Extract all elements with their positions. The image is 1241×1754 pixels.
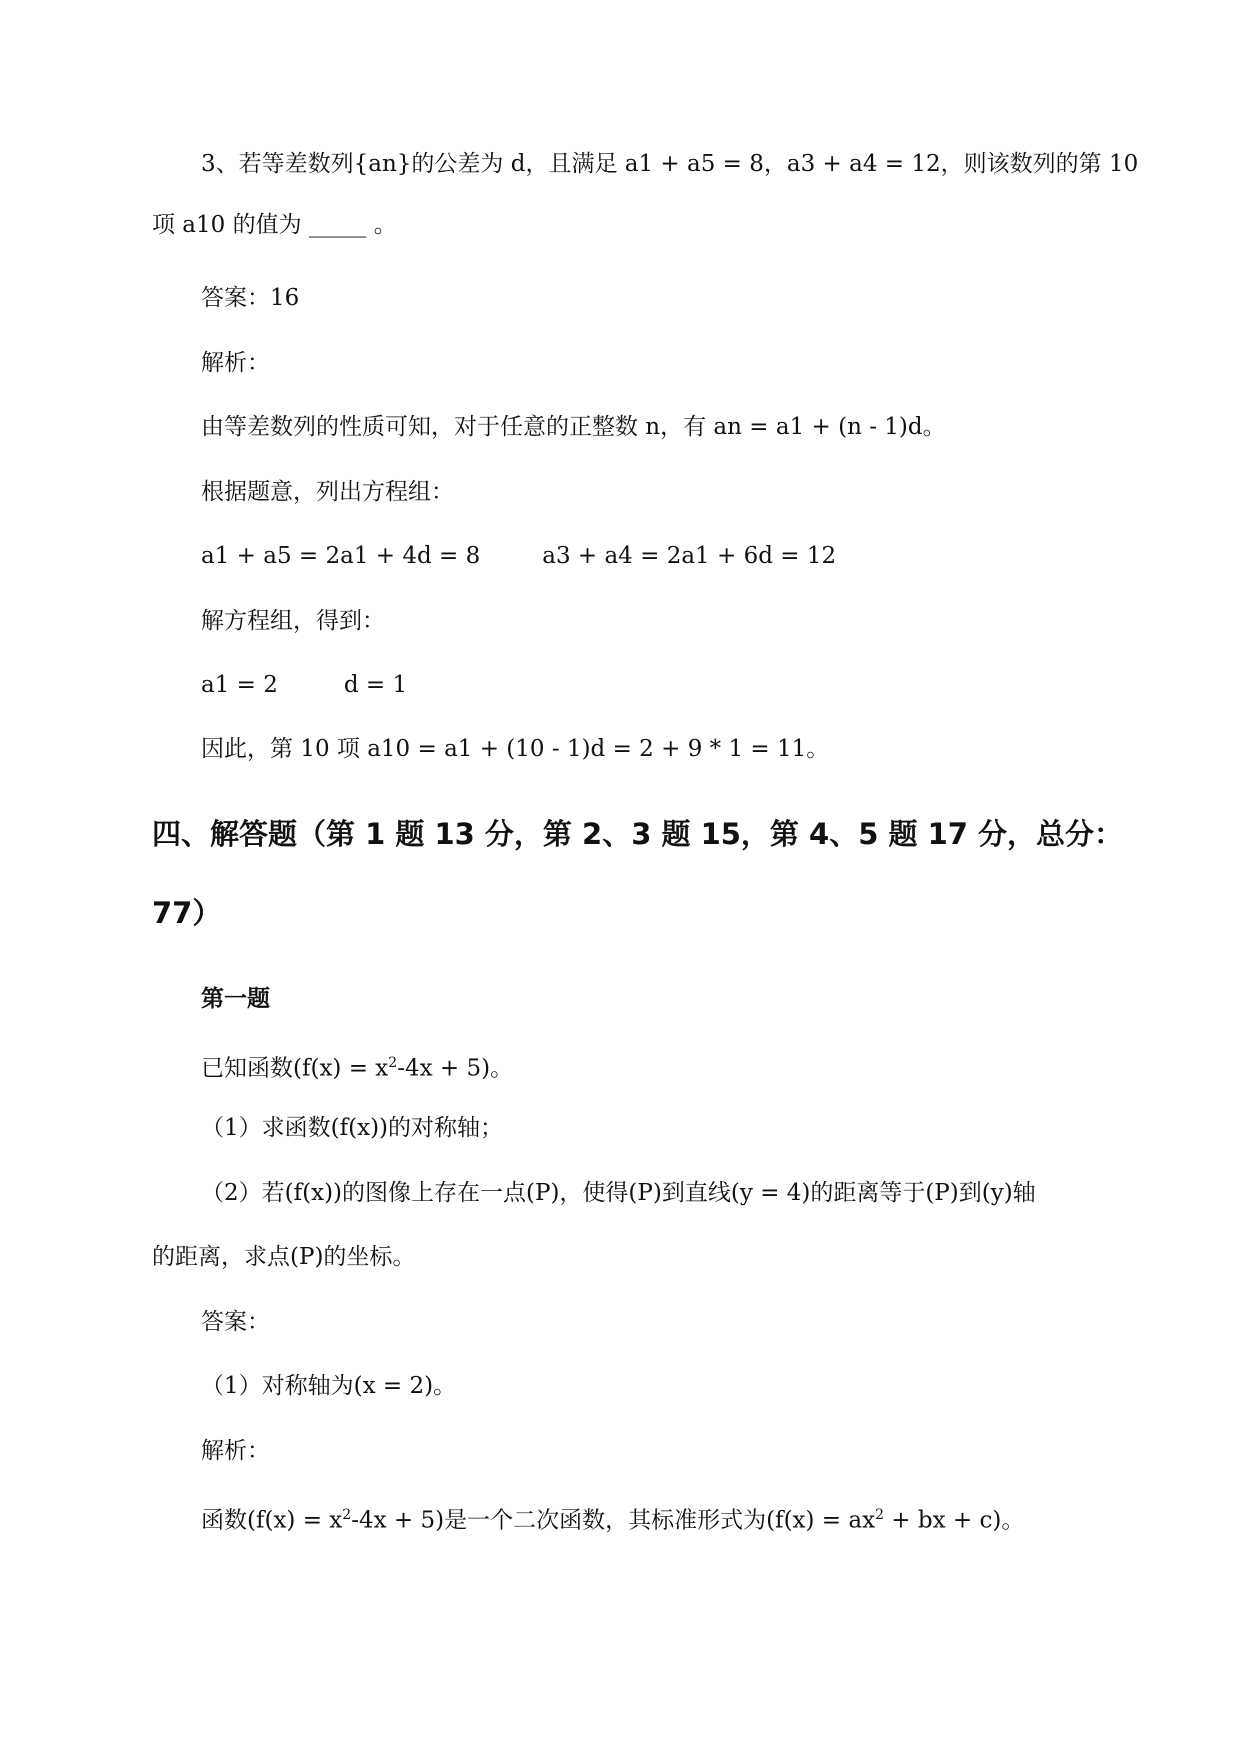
q3-analysis-label: 解析： <box>201 350 270 376</box>
problem1-analysis-text <box>201 1497 1024 1539</box>
problem1-analysis-exponent-2: 2 <box>875 1507 884 1523</box>
q3-answer: 答案：16 <box>201 285 300 311</box>
section4-title-line1: 四、解答题（第 1 题 13 分，第 2、3 题 15，第 4、5 题 17 分，总分： <box>152 817 1124 851</box>
q3-analysis-step1: 由等差数列的性质可知，对于任意的正整数 n，有 an = a1 + (n - 1)d。 <box>201 414 946 440</box>
q3-equations <box>201 538 836 574</box>
section4-title-line2: 77） <box>152 896 222 930</box>
q3-solution-d: d = 1 <box>343 672 408 698</box>
q3-stem-line1: 3、若等差数列{an}的公差为 d，且满足 a1 + a5 = 8，a3 + a4 = 12，则该数列的第 10 <box>201 151 1139 177</box>
q3-solution-a1: a1 = 2 <box>201 672 278 698</box>
q3-stem-line2: 项 a10 的值为 _____ 。 <box>152 212 397 238</box>
q3-analysis-step2: 根据题意，列出方程组： <box>201 479 454 505</box>
problem1-stem-text-b: -4x + 5)。 <box>397 1055 514 1082</box>
q3-analysis-step3: 解方程组，得到： <box>201 608 385 634</box>
q3-equation-1: a1 + a5 = 2a1 + 4d = 8 <box>201 543 481 569</box>
problem1-part2-line2: 的距离，求点(P)的坐标。 <box>152 1244 416 1270</box>
problem1-stem-text-a: 已知函数(f(x) = x <box>201 1055 389 1082</box>
problem1-analysis-exponent-1: 2 <box>342 1507 352 1523</box>
problem1-stem <box>201 1045 513 1087</box>
problem1-analysis-text-b: -4x + 5)是一个二次函数，其标准形式为(f(x) = ax <box>351 1507 876 1534</box>
q3-equation-2: a3 + a4 = 2a1 + 6d = 12 <box>542 543 837 569</box>
problem1-stem-exponent: 2 <box>388 1055 398 1071</box>
problem1-answer1: （1）对称轴为(x = 2)。 <box>201 1373 457 1399</box>
problem1-analysis-text-c: + bx + c)。 <box>883 1507 1025 1534</box>
problem1-title: 第一题 <box>201 986 270 1012</box>
problem1-analysis-text-a: 函数(f(x) = x <box>201 1507 343 1534</box>
problem1-part1: （1）求函数(f(x))的对称轴； <box>201 1115 504 1141</box>
problem1-analysis-label: 解析： <box>201 1438 270 1464</box>
problem1-answer-label: 答案： <box>201 1309 270 1335</box>
q3-conclusion: 因此，第 10 项 a10 = a1 + (10 - 1)d = 2 + 9 * 1 = 11。 <box>201 736 830 762</box>
problem1-part2-line1: （2）若(f(x))的图像上存在一点(P)，使得(P)到直线(y = 4)的距离等于(P)到(y)轴 <box>201 1180 1036 1206</box>
q3-solutions <box>201 667 407 703</box>
